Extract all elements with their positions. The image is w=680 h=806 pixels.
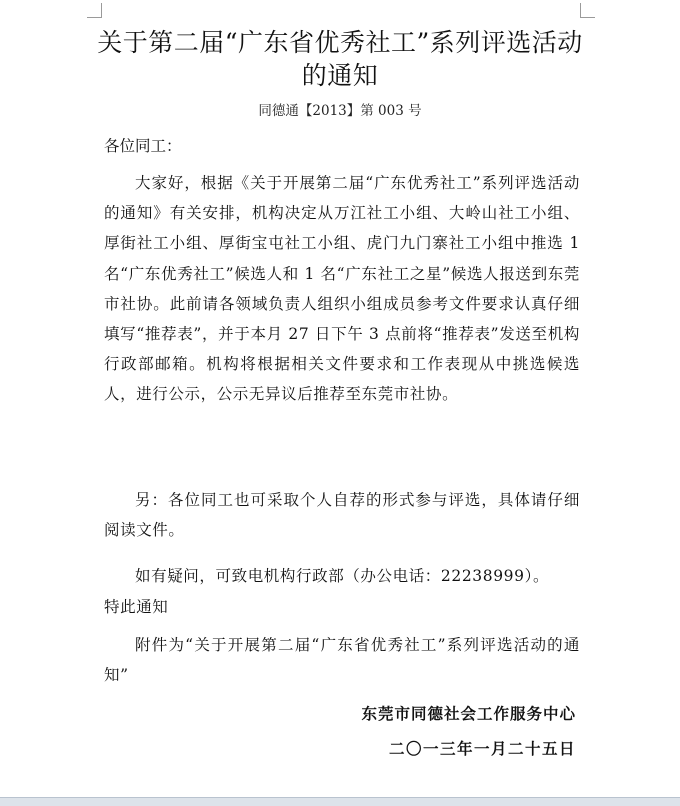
signature-date: 二〇一三年一月二十五日 [388, 739, 576, 758]
document-number: 同德通【2013】第 003 号 [258, 103, 422, 119]
closing-phrase: 特此通知 [104, 598, 169, 616]
body-paragraph-contact: 如有疑问，可致电机构行政部（办公电话：22238999）。 [135, 567, 550, 585]
greeting: 各位同工： [104, 137, 182, 155]
document-title: 关于第二届“广东省优秀社工”系列评选活动的通知 [97, 28, 583, 90]
body-paragraph-main: 大家好，根据《关于开展第二届“广东优秀社工”系列评选活动的通知》有关安排，机构决定从万江社工小组、大岭山社工小组、厚街社工小组、厚街宝屯社工小组、虎门九门寨社工小组中推选 1 名“广东优秀社工”候选人和 1 名“广东社工之星”候选人报送到东莞市社协。此前请各领域负责人组织小组成员参考文件要求认真仔细填写“推荐表”，并于本月 27 日下午 3 点前将“推荐表”发送至机构行政部邮箱。机构将根据相关文件要求和工作表现从中挑选候选人，进行公示，公示无异议后推荐至东莞市社协。 [104, 174, 580, 404]
body-paragraph-self-nomination: 另：各位同工也可采取个人自荐的形式参与评选，具体请仔细阅读文件。 [104, 491, 580, 540]
signature-organization: 东莞市同德社会工作服务中心 [361, 704, 576, 723]
crop-mark-top-left [87, 3, 102, 18]
attachment-note: 附件为“关于开展第二届“广东省优秀社工”系列评选活动的通知” [104, 636, 580, 685]
crop-mark-top-right [580, 3, 595, 18]
